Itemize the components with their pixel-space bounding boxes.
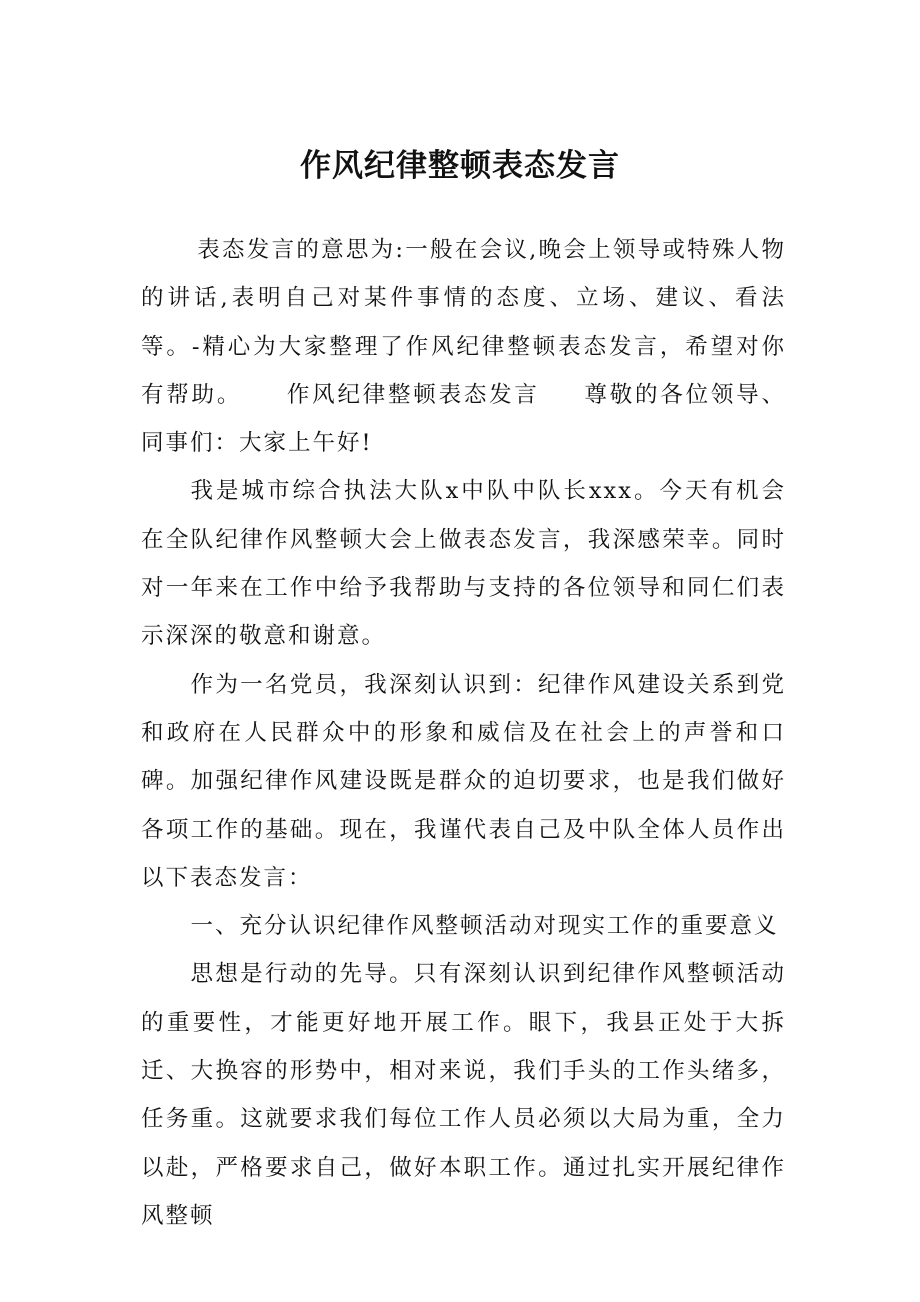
document-body: [141, 226, 786, 1240]
document-title: 作风纪律整顿表态发言: [300, 148, 620, 184]
intro-greeting: 尊敬的各位领导、同事们：大家上午好!: [141, 381, 786, 457]
intro-subtitle: 作风纪律整顿表态发言: [286, 381, 540, 408]
body-paragraph: 作为一名党员，我深刻认识到：纪律作风建设关系到党和政府在人民群众中的形象和威信及在社会上的声誉和口碑。加强纪律作风建设既是群众的迫切要求，也是我们做好各项工作的基础。现在，我谨代表自己及中队全体人员作出以下表态发言：: [141, 671, 786, 891]
intro-text: 表态发言的意思为:一般在会议,晚会上领导或特殊人物的讲话,表明自己对某件事情的态度、立场、建议、看法等。-精心为大家整理了作风纪律整顿表态发言，希望对你有帮助。: [141, 237, 786, 408]
intro-paragraph: [141, 226, 786, 467]
body-paragraph: 我是城市综合执法大队x中队中队长xxx。今天有机会在全队纪律作风整顿大会上做表态发言，我深感荣幸。同时对一年来在工作中给予我帮助与支持的各位领导和同仁们表示深深的敬意和谢意。: [141, 478, 786, 650]
section-heading: 一、充分认识纪律作风整顿活动对现实工作的重要意义: [190, 913, 779, 940]
body-paragraph: 思想是行动的先导。只有深刻认识到纪律作风整顿活动的重要性，才能更好地开展工作。眼下，我县正处于大拆迁、大换容的形势中，相对来说，我们手头的工作头绪多，任务重。这就要求我们每位工作人员必须以大局为重，全力以赴，严格要求自己，做好本职工作。通过扎实开展纪律作风整顿: [141, 961, 786, 1229]
